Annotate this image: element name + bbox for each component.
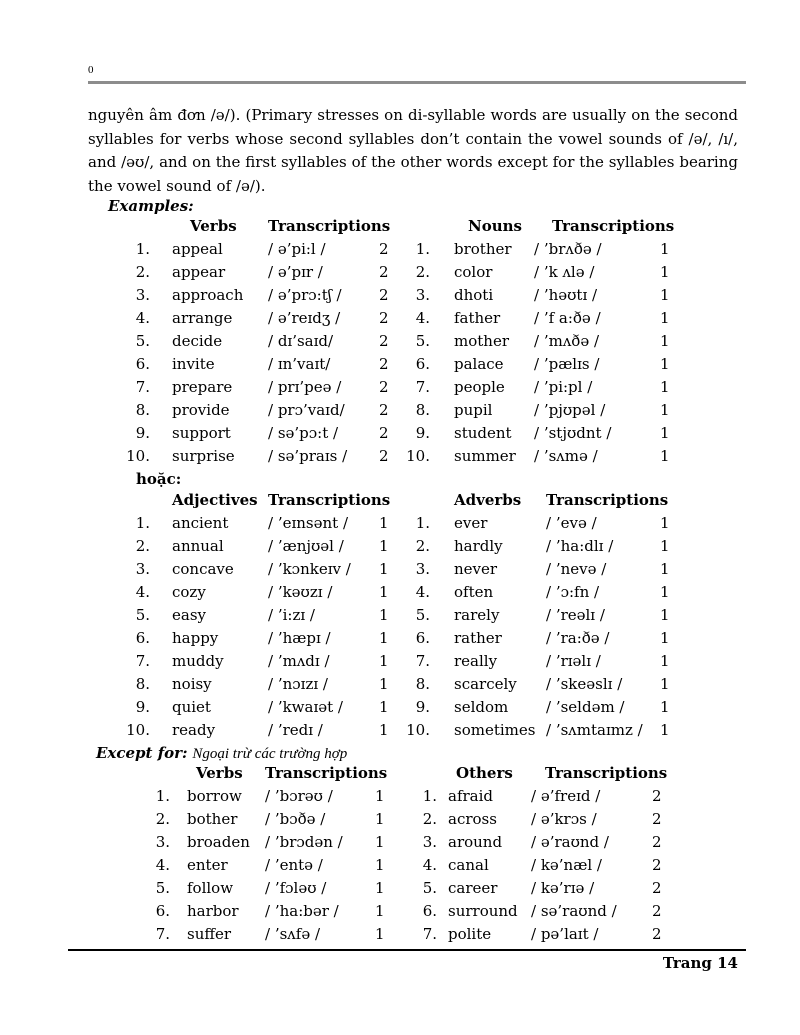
stress-position: 1 xyxy=(379,629,389,647)
stress-position: 1 xyxy=(375,856,385,874)
transcription: / ’ænjʊəl / xyxy=(268,537,344,555)
word: rarely xyxy=(454,606,500,624)
item-number: 7. xyxy=(415,378,430,396)
word: appear xyxy=(172,263,226,281)
stress-position: 1 xyxy=(660,514,670,532)
word: provide xyxy=(172,401,230,419)
transcription: / ’fɔləʊ / xyxy=(265,879,327,897)
word: around xyxy=(448,833,503,851)
transcription: / ’bɔrəʊ / xyxy=(265,787,333,805)
transcription: / ə’raʊnd / xyxy=(531,833,609,851)
transcription: / ’redɪ / xyxy=(268,721,323,739)
column-header: Transcriptions xyxy=(268,491,391,509)
word: approach xyxy=(172,286,244,304)
word: sometimes xyxy=(454,721,536,739)
word: borrow xyxy=(187,787,242,805)
word: noisy xyxy=(172,675,212,693)
transcription: / ’pælɪs / xyxy=(534,355,600,373)
item-number: 7. xyxy=(155,925,170,943)
stress-position: 2 xyxy=(652,787,662,805)
word: enter xyxy=(187,856,228,874)
word: suffer xyxy=(187,925,232,943)
transcription: / ’evə / xyxy=(546,514,597,532)
transcription: / ’entə / xyxy=(265,856,323,874)
transcription: / ’pi:pl / xyxy=(534,378,593,396)
item-number: 9. xyxy=(135,698,150,716)
word: often xyxy=(454,583,494,601)
word: dhoti xyxy=(454,286,494,304)
item-number: 3. xyxy=(415,286,430,304)
column-header: Transcriptions xyxy=(265,764,388,782)
item-number: 1. xyxy=(135,514,150,532)
stress-position: 1 xyxy=(375,902,385,920)
transcription: / ’hæpɪ / xyxy=(268,629,331,647)
item-number: 10. xyxy=(406,721,430,739)
item-number: 9. xyxy=(415,698,430,716)
transcription: / ’pjʊpəl / xyxy=(534,401,606,419)
header-rule xyxy=(88,81,746,84)
transcription: / ɪn’vaɪt/ xyxy=(268,355,331,373)
word: quiet xyxy=(172,698,211,716)
item-number: 9. xyxy=(135,424,150,442)
item-number: 6. xyxy=(135,355,150,373)
word: father xyxy=(454,309,501,327)
header-number: 0 xyxy=(88,64,94,76)
item-number: 3. xyxy=(135,286,150,304)
word: pupil xyxy=(454,401,493,419)
column-header: Transcriptions xyxy=(552,217,675,235)
transcription: / ’kwaɪət / xyxy=(268,698,343,716)
word: across xyxy=(448,810,497,828)
page-number: Trang 14 xyxy=(662,954,738,972)
stress-position: 1 xyxy=(379,675,389,693)
stress-position: 2 xyxy=(379,332,389,350)
transcription: / prɔ’vaɪd/ xyxy=(268,401,345,419)
item-number: 2. xyxy=(415,263,430,281)
stress-position: 1 xyxy=(660,721,670,739)
stress-position: 1 xyxy=(660,401,670,419)
stress-position: 1 xyxy=(660,675,670,693)
item-number: 7. xyxy=(415,652,430,670)
word: broaden xyxy=(187,833,250,851)
word: polite xyxy=(448,925,492,943)
item-number: 3. xyxy=(135,560,150,578)
except-label: Except for: xyxy=(96,744,188,762)
word: afraid xyxy=(448,787,494,805)
item-number: 6. xyxy=(415,355,430,373)
item-number: 6. xyxy=(135,629,150,647)
transcription: / pə’laɪt / xyxy=(531,925,599,943)
transcription: / ’sʌmtaɪmz / xyxy=(546,721,643,739)
stress-position: 1 xyxy=(379,652,389,670)
stress-position: 2 xyxy=(379,355,389,373)
stress-position: 2 xyxy=(379,447,389,465)
item-number: 10. xyxy=(126,721,150,739)
word: appeal xyxy=(172,240,223,258)
item-number: 4. xyxy=(155,856,170,874)
stress-position: 1 xyxy=(660,652,670,670)
transcription: / ’i:zɪ / xyxy=(268,606,315,624)
column-header: Verbs xyxy=(190,217,237,235)
stress-position: 2 xyxy=(379,240,389,258)
item-number: 10. xyxy=(126,447,150,465)
word: support xyxy=(172,424,231,442)
stress-position: 1 xyxy=(660,629,670,647)
stress-position: 1 xyxy=(379,537,389,555)
word: harbor xyxy=(187,902,239,920)
item-number: 7. xyxy=(422,925,437,943)
stress-position: 1 xyxy=(660,537,670,555)
transcription: / ’kəʊzɪ / xyxy=(268,583,333,601)
word: happy xyxy=(172,629,219,647)
item-number: 6. xyxy=(415,629,430,647)
column-header: Adverbs xyxy=(454,491,522,509)
stress-position: 1 xyxy=(375,810,385,828)
item-number: 2. xyxy=(422,810,437,828)
item-number: 8. xyxy=(415,675,430,693)
word: mother xyxy=(454,332,509,350)
column-header: Transcriptions xyxy=(268,217,391,235)
item-number: 1. xyxy=(135,240,150,258)
word: bother xyxy=(187,810,238,828)
item-number: 4. xyxy=(422,856,437,874)
transcription: / ’stjʊdnt / xyxy=(534,424,612,442)
word: rather xyxy=(454,629,502,647)
item-number: 4. xyxy=(415,583,430,601)
transcription: / ’f a:ðə / xyxy=(534,309,601,327)
word: muddy xyxy=(172,652,224,670)
stress-position: 2 xyxy=(652,833,662,851)
item-number: 1. xyxy=(415,240,430,258)
transcription: / ’bɔðə / xyxy=(265,810,326,828)
item-number: 1. xyxy=(155,787,170,805)
stress-position: 1 xyxy=(379,560,389,578)
item-number: 4. xyxy=(415,309,430,327)
stress-position: 1 xyxy=(660,240,670,258)
transcription: / ’ha:dlɪ / xyxy=(546,537,614,555)
word: palace xyxy=(454,355,504,373)
word: surround xyxy=(448,902,518,920)
transcription: / ə’freɪd / xyxy=(531,787,601,805)
stress-position: 1 xyxy=(375,879,385,897)
except-line xyxy=(96,744,347,763)
stress-position: 1 xyxy=(660,286,670,304)
transcription: / sə’praɪs / xyxy=(268,447,348,465)
stress-position: 1 xyxy=(660,263,670,281)
word: surprise xyxy=(172,447,235,465)
intro-paragraph: nguyên âm đơn /ə/). (Primary stresses on di-syllable words are usually on the second syllables for verbs whose second syllables don’t contain the vowel sounds of /ə/, /ı/, and /əʊ/, and on the first syllables of the other words except for the syllables bearing the vowel sound of /ə/). xyxy=(88,106,738,195)
word: summer xyxy=(454,447,516,465)
word: career xyxy=(448,879,498,897)
item-number: 3. xyxy=(155,833,170,851)
word: brother xyxy=(454,240,512,258)
item-number: 2. xyxy=(415,537,430,555)
word: easy xyxy=(172,606,206,624)
stress-position: 2 xyxy=(652,810,662,828)
transcription: / ’reəlɪ / xyxy=(546,606,605,624)
transcription: / ’nɔɪzɪ / xyxy=(268,675,328,693)
transcription: / ’mʌdɪ / xyxy=(268,652,330,670)
transcription: / ’sʌfə / xyxy=(265,925,321,943)
item-number: 8. xyxy=(415,401,430,419)
transcription: / ’brʌðə / xyxy=(534,240,602,258)
stress-position: 2 xyxy=(379,309,389,327)
item-number: 2. xyxy=(155,810,170,828)
stress-position: 2 xyxy=(379,378,389,396)
word: prepare xyxy=(172,378,233,396)
word: decide xyxy=(172,332,223,350)
stress-position: 2 xyxy=(652,856,662,874)
transcription: / ’nevə / xyxy=(546,560,607,578)
word: canal xyxy=(448,856,489,874)
word: ready xyxy=(172,721,216,739)
transcription: / ’skeəslɪ / xyxy=(546,675,623,693)
transcription: / ’seldəm / xyxy=(546,698,625,716)
stress-position: 2 xyxy=(379,401,389,419)
stress-position: 1 xyxy=(375,833,385,851)
word: arrange xyxy=(172,309,233,327)
column-header: Verbs xyxy=(196,764,243,782)
transcription: / ’ɔ:fn / xyxy=(546,583,600,601)
column-header: Adjectives xyxy=(172,491,258,509)
transcription: / ’mʌðə / xyxy=(534,332,600,350)
item-number: 1. xyxy=(422,787,437,805)
item-number: 2. xyxy=(135,263,150,281)
column-header: Others xyxy=(456,764,513,782)
item-number: 4. xyxy=(135,583,150,601)
stress-position: 2 xyxy=(379,424,389,442)
transcription: / ə’krɔs / xyxy=(531,810,597,828)
item-number: 1. xyxy=(415,514,430,532)
transcription: / ə’pi:l / xyxy=(268,240,326,258)
transcription: / ’həʊtɪ / xyxy=(534,286,598,304)
column-header: Nouns xyxy=(468,217,522,235)
word: concave xyxy=(172,560,234,578)
transcription: / ə’pɪr / xyxy=(268,263,323,281)
column-header: Transcriptions xyxy=(545,764,668,782)
stress-position: 2 xyxy=(379,286,389,304)
item-number: 2. xyxy=(135,537,150,555)
item-number: 7. xyxy=(135,652,150,670)
stress-position: 1 xyxy=(660,332,670,350)
item-number: 5. xyxy=(422,879,437,897)
transcription: / ’kɔnkeɪv / xyxy=(268,560,351,578)
transcription: / ’ra:ðə / xyxy=(546,629,610,647)
transcription: / ’brɔdən / xyxy=(265,833,343,851)
word: really xyxy=(454,652,498,670)
item-number: 5. xyxy=(135,606,150,624)
transcription: / dɪ’saɪd/ xyxy=(268,332,334,350)
word: never xyxy=(454,560,498,578)
stress-position: 1 xyxy=(379,606,389,624)
stress-position: 1 xyxy=(375,787,385,805)
hoac-label: hoặc: xyxy=(136,470,182,488)
item-number: 5. xyxy=(415,332,430,350)
item-number: 6. xyxy=(155,902,170,920)
transcription: / sə’raʊnd / xyxy=(531,902,617,920)
transcription: / kə’næl / xyxy=(531,856,602,874)
item-number: 6. xyxy=(422,902,437,920)
item-number: 8. xyxy=(135,401,150,419)
transcription: / ə’prɔ:tʃ / xyxy=(268,286,342,304)
word: ever xyxy=(454,514,488,532)
stress-position: 1 xyxy=(660,424,670,442)
transcription: / sə’pɔ:t / xyxy=(268,424,339,442)
column-header: Transcriptions xyxy=(546,491,669,509)
footer-rule xyxy=(68,949,746,951)
word: people xyxy=(454,378,505,396)
item-number: 3. xyxy=(422,833,437,851)
stress-position: 1 xyxy=(660,447,670,465)
stress-position: 1 xyxy=(379,583,389,601)
stress-position: 1 xyxy=(660,606,670,624)
stress-position: 1 xyxy=(660,583,670,601)
transcription: / ’rɪəlɪ / xyxy=(546,652,601,670)
word: seldom xyxy=(454,698,509,716)
stress-position: 2 xyxy=(652,902,662,920)
item-number: 7. xyxy=(135,378,150,396)
stress-position: 1 xyxy=(379,514,389,532)
transcription: / ’k ʌlə / xyxy=(534,263,595,281)
item-number: 8. xyxy=(135,675,150,693)
transcription: / prɪ’peə / xyxy=(268,378,342,396)
transcription: / ’ha:bər / xyxy=(265,902,339,920)
except-note: Ngoại trừ các trường hợp xyxy=(192,746,348,762)
word: hardly xyxy=(454,537,503,555)
item-number: 5. xyxy=(415,606,430,624)
stress-position: 1 xyxy=(660,378,670,396)
stress-position: 1 xyxy=(660,698,670,716)
transcription: / ə’reɪdʒ / xyxy=(268,309,341,327)
stress-position: 1 xyxy=(660,309,670,327)
item-number: 4. xyxy=(135,309,150,327)
item-number: 9. xyxy=(415,424,430,442)
word: cozy xyxy=(172,583,206,601)
word: follow xyxy=(187,879,234,897)
transcription: / ’eɪnsənt / xyxy=(268,514,349,532)
word: annual xyxy=(172,537,224,555)
stress-position: 1 xyxy=(375,925,385,943)
transcription: / kə’rɪə / xyxy=(531,879,595,897)
word: student xyxy=(454,424,512,442)
transcription: / ’sʌmə / xyxy=(534,447,598,465)
stress-position: 1 xyxy=(660,560,670,578)
word: color xyxy=(454,263,493,281)
stress-position: 2 xyxy=(652,879,662,897)
item-number: 5. xyxy=(155,879,170,897)
examples-label: Examples: xyxy=(108,197,194,215)
item-number: 10. xyxy=(406,447,430,465)
item-number: 5. xyxy=(135,332,150,350)
stress-position: 1 xyxy=(660,355,670,373)
word: invite xyxy=(172,355,215,373)
stress-position: 2 xyxy=(379,263,389,281)
stress-position: 1 xyxy=(379,698,389,716)
word: scarcely xyxy=(454,675,517,693)
word: ancient xyxy=(172,514,229,532)
stress-position: 1 xyxy=(379,721,389,739)
stress-position: 2 xyxy=(652,925,662,943)
item-number: 3. xyxy=(415,560,430,578)
